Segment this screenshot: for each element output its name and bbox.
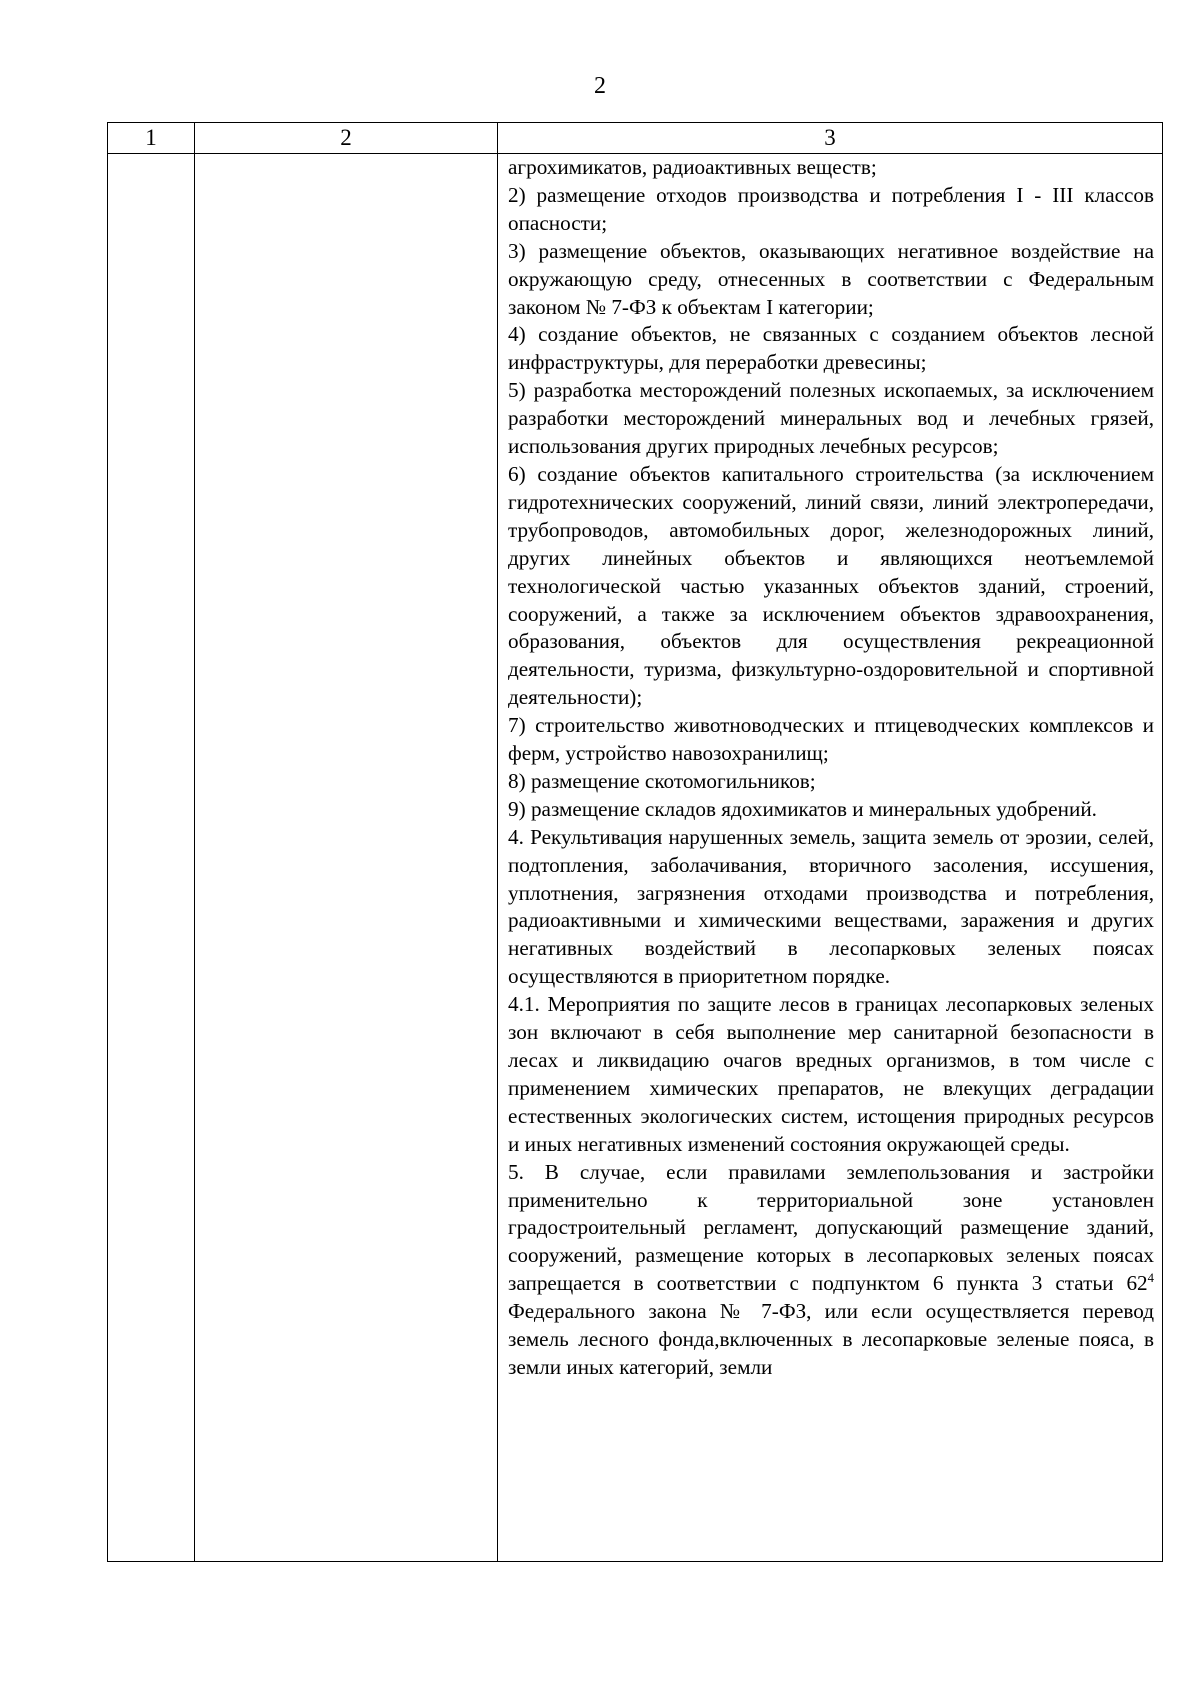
page-number: 2: [594, 73, 606, 99]
text-after-superscript: Федерального закона № 7-ФЗ, или если осуществляется перевод земель лесного фонда,включенных в лесопарковые зеленые пояса, в земли иных категорий, земли: [508, 1299, 1154, 1379]
paragraph-last: [508, 1159, 1154, 1382]
header-cell-2: 2: [195, 123, 498, 154]
paragraph: 6) создание объектов капитального строительства (за исключением гидротехнических сооружений, линий связи, линий электропередачи, трубопроводов, автомобильных дорог, железнодорожных линий, других линейных объектов и являющихся неотъемлемой технологической частью указанных объектов зданий, строений, сооружений, а также за исключением объектов здравоохранения, образования, объектов для осуществления рекреационной деятельности, туризма, физкультурно-оздоровительной и спортивной деятельности);: [508, 461, 1154, 710]
paragraph: 4.1. Мероприятия по защите лесов в границах лесопарковых зеленых зон включают в себя выполнение мер санитарной безопасности в лесах и ликвидацию очагов вредных организмов, в том числе с применением химических препаратов, не влекущих деградации естественных экологических систем, истощения природных ресурсов и иных негативных изменений состояния окружающей среды.: [508, 992, 1154, 1156]
paragraph: 4. Рекультивация нарушенных земель, защита земель от эрозии, селей, подтопления, заболачивания, вторичного засоления, иссушения, уплотнения, загрязнения отходами производства и потребления, радиоактивными и химическими веществами, заражения и других негативных воздействий в лесопарковых зеленых поясах осуществляются в приоритетном порядке.: [508, 824, 1154, 989]
paragraph: агрохимикатов, радиоактивных веществ;: [508, 155, 877, 179]
superscript: 4: [1147, 1271, 1154, 1286]
paragraph: 3) размещение объектов, оказывающих негативное воздействие на окружающую среду, отнесенных в соответствии с Федеральным законом № 7-ФЗ к объектам I категории;: [508, 238, 1154, 319]
paragraph: 5) разработка месторождений полезных ископаемых, за исключением разработки месторождений минеральных вод и лечебных грязей, использования других природных лечебных ресурсов;: [508, 378, 1154, 459]
body-cell-1: [108, 154, 195, 1562]
table-header-row: [108, 123, 1163, 154]
paragraph: 2) размещение отходов производства и потребления I - III классов опасности;: [508, 182, 1154, 235]
header-cell-1: 1: [108, 123, 195, 154]
paragraph: 8) размещение скотомогильников;: [508, 768, 816, 793]
text-before-superscript: 5. В случае, если правилами землепользования и застройки применительно к территориальной зоне установлен градостроительный регламент, допускающий размещение зданий, сооружений, размещение которых в лесопарковых зеленых поясах запрещается в соответствии с подпунктом 6 пункта 3 статьи 62: [508, 1159, 1154, 1296]
document-table: [107, 122, 1163, 1562]
table-body-row: [108, 154, 1163, 1562]
body-cell-2: [195, 154, 498, 1562]
paragraph: 9) размещение складов ядохимикатов и минеральных удобрений.: [508, 796, 1097, 821]
header-cell-3: 3: [498, 123, 1163, 154]
body-cell-3: [498, 154, 1163, 1562]
paragraph: 7) строительство животноводческих и птицеводческих комплексов и ферм, устройство навозохранилищ;: [508, 713, 1154, 766]
paragraph: 4) создание объектов, не связанных с созданием объектов лесной инфраструктуры, для переработки древесины;: [508, 322, 1154, 375]
